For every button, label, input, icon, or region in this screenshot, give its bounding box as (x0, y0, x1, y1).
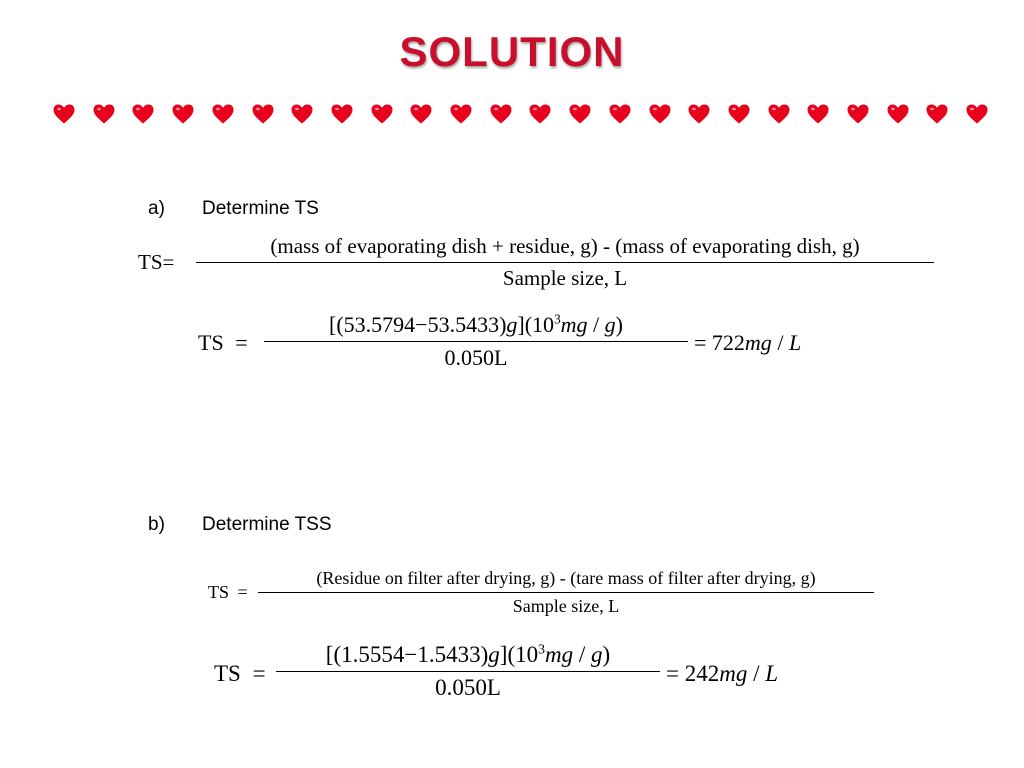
calc-fraction (276, 642, 660, 701)
heart-icon (489, 102, 513, 126)
equals-sign: = (252, 661, 266, 686)
formula-lhs: TS (138, 250, 163, 274)
heart-icon (965, 102, 989, 126)
heart-icon (727, 102, 751, 126)
heart-icon (131, 102, 155, 126)
equals-sign: = (237, 582, 248, 602)
calc-denominator: 0.050L (435, 675, 501, 700)
calc-numerator: $[(1.5554-1.5433)g](10^3mg / g)$ (325, 641, 611, 667)
calc-result: = 722mg / L (694, 330, 802, 355)
heart-icon (648, 102, 672, 126)
heart-icon (449, 102, 473, 126)
heart-icon (330, 102, 354, 126)
formula-denominator: Sample size, L (512, 596, 620, 616)
heart-icon (767, 102, 791, 126)
heart-icon (528, 102, 552, 126)
part-b-calculation (214, 642, 814, 708)
calc-lhs: TS (214, 661, 241, 686)
calc-denominator: 0.050L (444, 345, 508, 370)
part-b-marker: b) (148, 514, 165, 535)
part-a-formula (138, 234, 938, 294)
heart-icon (171, 102, 195, 126)
result-value: 242 (684, 661, 720, 686)
part-a-marker: a) (148, 198, 165, 219)
heart-icon (290, 102, 314, 126)
equals-sign: = (162, 250, 175, 274)
heart-icon (886, 102, 910, 126)
heart-icon (806, 102, 830, 126)
formula-denominator: Sample size, L (502, 266, 628, 290)
calc-result: = 242mg / L (666, 661, 779, 686)
part-b-formula (208, 568, 878, 624)
calc-lhs: TS (198, 330, 224, 355)
formula-numerator: (Residue on filter after drying, g) - (tare mass of filter after drying, g) (316, 568, 816, 588)
heart-icon (251, 102, 275, 126)
fraction-bar (258, 592, 874, 593)
fraction-bar (264, 341, 688, 342)
part-a-calculation (198, 312, 858, 376)
heart-icon (92, 102, 116, 126)
fraction-bar (276, 671, 660, 672)
equals-sign: = (235, 330, 248, 355)
heart-icon (370, 102, 394, 126)
formula-fraction (196, 234, 934, 291)
heart-icon (568, 102, 592, 126)
result-value: 722 (711, 330, 745, 355)
formula-numerator: (mass of evaporating dish + residue, g) - (mass of evaporating dish, g) (270, 234, 860, 258)
part-a-heading: Determine TS (202, 198, 319, 219)
heart-icon (211, 102, 235, 126)
heart-icon (846, 102, 870, 126)
heart-icon (925, 102, 949, 126)
formula-fraction (258, 568, 874, 617)
heart-icon (52, 102, 76, 126)
heart-icon (687, 102, 711, 126)
heart-icon (409, 102, 433, 126)
fraction-bar (196, 262, 934, 263)
heart-icon (608, 102, 632, 126)
calc-numerator: $[(53.5794-53.5433)g](10^3mg / g)$ (329, 311, 623, 337)
part-b-heading: Determine TSS (202, 514, 332, 535)
page-title: SOLUTION (399, 28, 625, 75)
formula-lhs: TS (208, 582, 230, 602)
heart-divider (52, 102, 1002, 138)
calc-fraction (264, 312, 688, 371)
